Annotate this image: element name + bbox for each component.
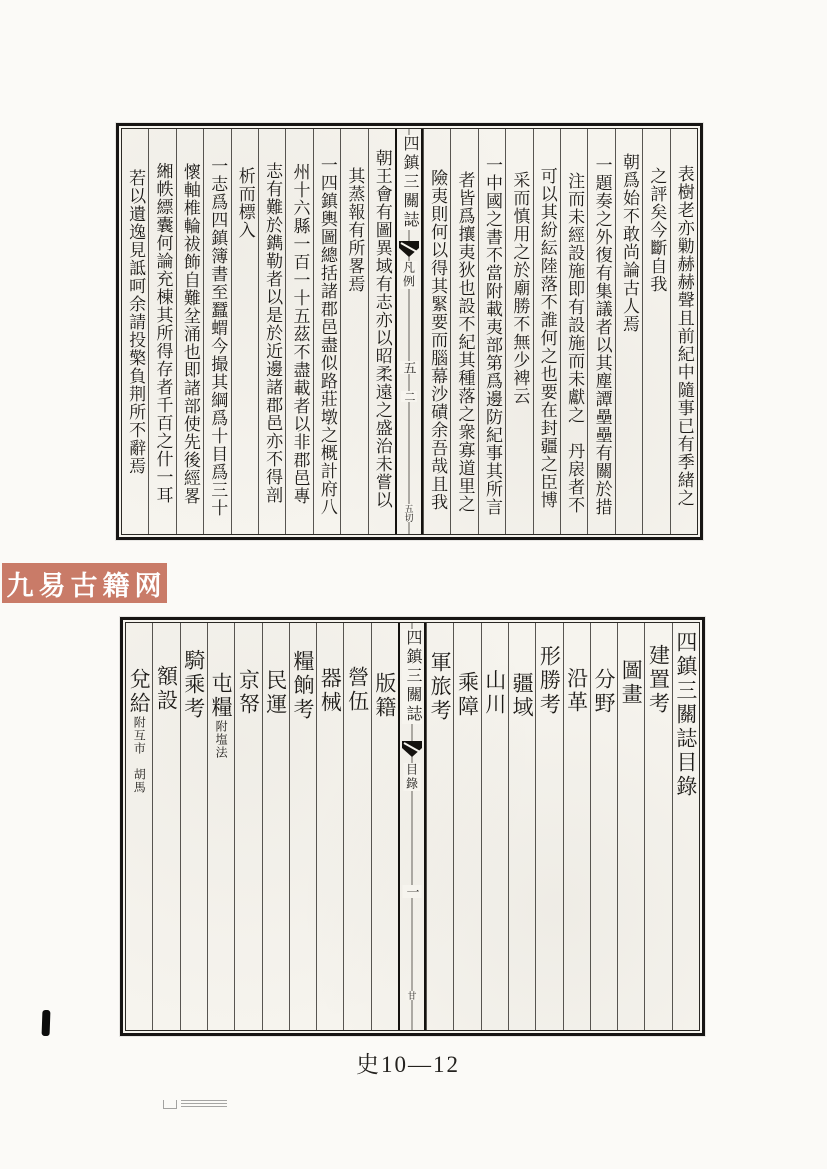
column-text: 分野 [591, 668, 616, 716]
text-column [563, 623, 590, 1030]
fanli-columns [121, 128, 698, 535]
text-column [478, 129, 505, 534]
column-text: 屯糧附塩法 [209, 672, 234, 759]
banxin-page-number: 一 [404, 885, 420, 898]
text-column [152, 623, 179, 1030]
text-column [505, 129, 532, 534]
banxin-bottom-mark: 甘 [406, 991, 417, 1000]
column-text: 一志爲四鎮簿書至蠶蝟今撮其綱爲十目爲三十 [208, 157, 228, 517]
banxin-page-number: 五 [401, 361, 417, 374]
banxin-bottom-mark: 五切 [403, 504, 414, 522]
column-text: 其蒸報有所畧焉 [345, 167, 365, 293]
column-text: 之評矣今斷自我 [647, 167, 667, 293]
text-column [148, 129, 175, 534]
call-number-caption: 史10—12 [356, 1052, 460, 1077]
text-column [426, 623, 453, 1030]
text-column [672, 623, 699, 1030]
text-column [533, 129, 560, 534]
text-column [368, 129, 395, 534]
column-text: 采而慎用之於廟勝不無少裨云 [510, 171, 530, 405]
column-text: 山川 [482, 669, 507, 717]
text-column [234, 623, 261, 1030]
book-page-mulu [120, 617, 705, 1036]
column-text: 險夷則何以得其緊要而腦幕沙磧余吾哉且我 [428, 169, 448, 511]
column-text: 可以其紛紜陸落不誰何之也要在封疆之臣博 [537, 167, 557, 509]
text-column [642, 129, 669, 534]
text-column [289, 623, 316, 1030]
column-text: 圖畫 [619, 659, 644, 707]
text-column [203, 129, 230, 534]
text-column [258, 129, 285, 534]
text-column [371, 623, 398, 1030]
column-text: 朝王會有圖異域有志亦以昭柔遠之盛治未嘗以 [372, 149, 392, 509]
banxin-section-label: 凡例 [401, 261, 416, 289]
banxin-page-subnumber: 二 [402, 391, 415, 402]
banxin-fold-column [398, 623, 426, 1030]
column-annotation: 附塩法 [214, 720, 229, 759]
text-column [176, 129, 203, 534]
column-annotation: 附互市 胡馬 [132, 716, 147, 794]
column-text: 一四鎮輿圖總括諸郡邑盡似路莊墩之概計府八 [317, 156, 337, 516]
column-text: 形勝考 [537, 645, 562, 717]
text-column [180, 623, 207, 1030]
text-column [340, 129, 367, 534]
column-text: 表樹老亦勦赫赫聲且前紀中隨事已有季緒之 [674, 165, 694, 507]
text-column [450, 129, 477, 534]
banxin-book-title: 四鎮三關誌 [404, 629, 422, 724]
column-text: 營伍 [345, 666, 370, 714]
fishtail-icon [402, 741, 422, 757]
banxin-book-title: 四鎮三關誌 [400, 135, 418, 230]
mulu-columns [125, 622, 700, 1031]
banxin-section-label: 目錄 [404, 763, 419, 791]
text-column [481, 623, 508, 1030]
banxin-fold-column [395, 129, 423, 534]
text-column [670, 129, 697, 534]
column-text: 器械 [318, 667, 343, 715]
watermark-text: 九易古籍网 [6, 570, 167, 601]
column-text: 乘障 [455, 671, 480, 719]
text-column [453, 623, 480, 1030]
column-text: 一中國之書不當附載夷部第爲邊防紀事其所言 [482, 156, 502, 516]
scan-artifact-bar [42, 1010, 51, 1036]
column-text: 若以遺逸見詆呵余請投檠負荆所不辭焉 [126, 169, 146, 475]
column-text: 一題奏之外復有集議者以其塵譚壘壘有關於措 [592, 156, 612, 516]
text-column [590, 623, 617, 1030]
column-text: 額設 [154, 665, 179, 713]
watermark-banner [2, 563, 167, 603]
text-column [587, 129, 614, 534]
text-column [262, 623, 289, 1030]
scan-artifact-lines [181, 1100, 227, 1108]
column-text: 朝爲始不敢尚論古人焉 [619, 153, 639, 333]
column-text: 兌給附互市 胡馬 [127, 668, 152, 794]
text-column [508, 623, 535, 1030]
text-column [207, 623, 234, 1030]
text-column [126, 623, 152, 1030]
column-text: 注而未經設施即有設施而未獻之 丹扆者不 [565, 172, 585, 514]
column-text: 沿革 [564, 667, 589, 715]
text-column [644, 623, 671, 1030]
text-column [423, 129, 450, 534]
text-column [343, 623, 370, 1030]
column-text: 析而標入 [235, 167, 255, 239]
column-text: 糧餉考 [290, 650, 315, 722]
column-text: 志有難於鐫勒者以是於近邊諸郡邑亦不得剖 [263, 162, 283, 504]
text-column [316, 623, 343, 1030]
column-text: 騎乘考 [181, 649, 206, 721]
book-page-fanli [116, 123, 703, 540]
column-text: 版籍 [372, 672, 397, 720]
column-text: 民運 [263, 669, 288, 717]
column-text: 建置考 [646, 644, 671, 716]
column-text: 京帑 [236, 669, 261, 717]
text-column [122, 129, 148, 534]
column-text: 疆域 [510, 672, 535, 720]
column-text: 緗帙縹囊何論充棟其所得存者千百之什一耳 [153, 162, 173, 504]
column-text: 懷軸椎輪祓飾自難坌涌也即諸部使先後經畧 [180, 163, 200, 505]
text-column [231, 129, 258, 534]
fishtail-icon [399, 241, 419, 257]
column-text: 州十六縣一百一十五茲不盡載者以非郡邑專 [290, 163, 310, 505]
text-column [285, 129, 312, 534]
text-column [535, 623, 562, 1030]
text-column [560, 129, 587, 534]
column-text: 軍旅考 [428, 651, 453, 723]
scan-artifact-box [163, 1100, 177, 1109]
text-column [313, 129, 340, 534]
text-column [615, 129, 642, 534]
column-text: 四鎮三關誌目錄 [673, 631, 698, 799]
column-text: 者皆爲攘夷狄也設不紀其種落之衆寡道里之 [455, 171, 475, 513]
text-column [617, 623, 644, 1030]
